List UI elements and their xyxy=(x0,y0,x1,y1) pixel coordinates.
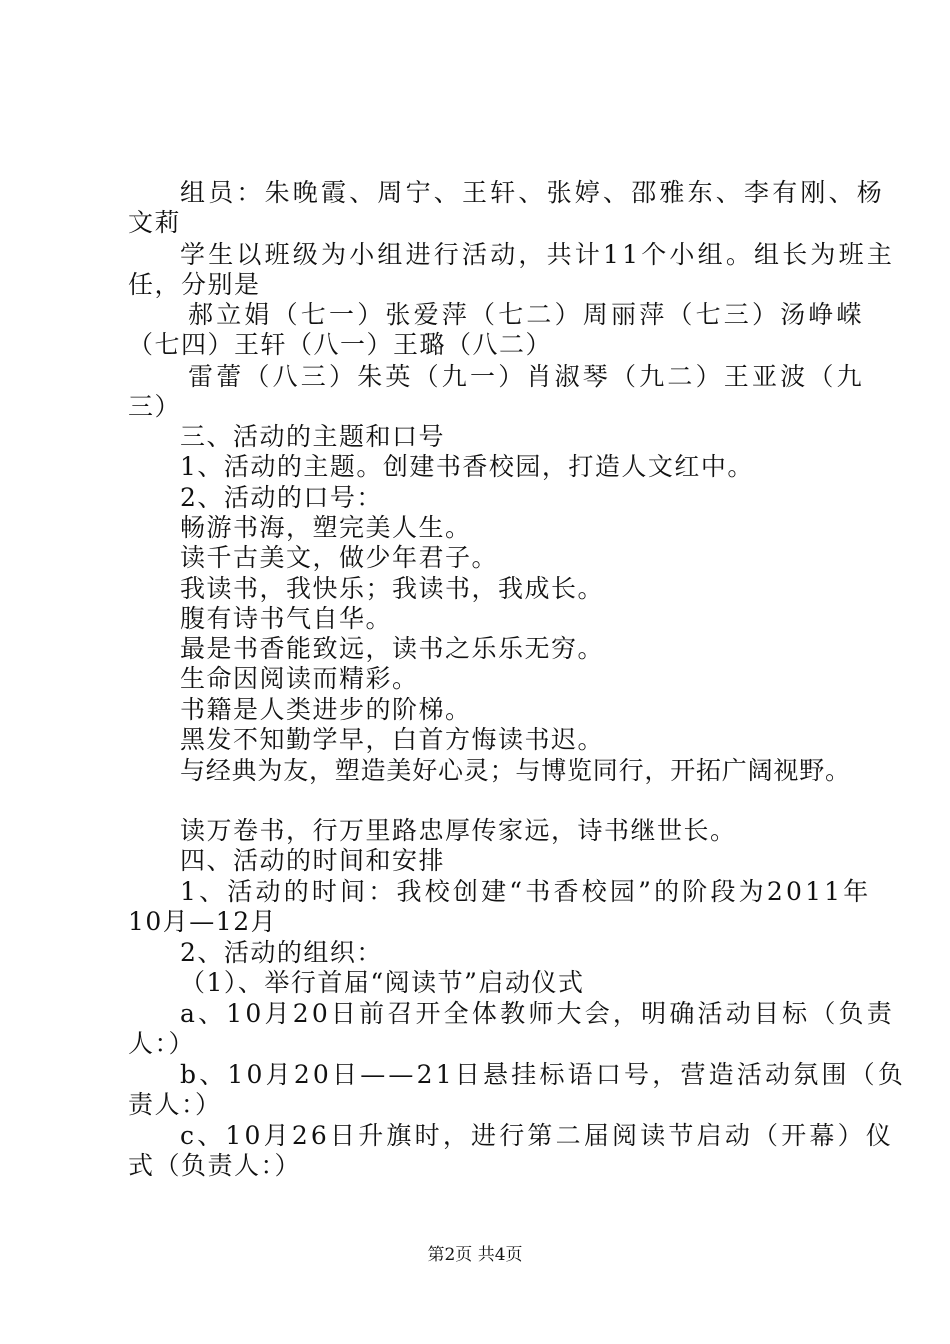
text-line: 1、活动的主题。创建书香校园，打造人文红中。 xyxy=(180,452,754,481)
slogan-line: 畅游书海，塑完美人生。 xyxy=(180,513,472,542)
text-line: b、10月20日——21日悬挂标语口号，营造活动氛围（负 xyxy=(180,1060,907,1089)
section-heading: 四、活动的时间和安排 xyxy=(180,846,446,875)
section-heading: 三、活动的主题和口号 xyxy=(180,422,446,451)
slogan-line: 黑发不知勤学早，白首方悔读书迟。 xyxy=(180,725,605,754)
text-line: （七四）王轩（八一）王璐（八二） xyxy=(128,330,553,359)
slogan-line: 我读书，我快乐；我读书，我成长。 xyxy=(180,574,605,603)
text-line: 雷蕾（八三）朱英（九一）肖淑琴（九二）王亚波（九 xyxy=(188,362,865,391)
text-line: 文莉 xyxy=(128,208,182,237)
slogan-line: 生命因阅读而精彩。 xyxy=(180,664,419,693)
slogan-line: 书籍是人类进步的阶梯。 xyxy=(180,695,472,724)
page-footer: 第2页 共4页 xyxy=(427,1245,523,1265)
slogan-line: 腹有诗书气自华。 xyxy=(180,604,393,633)
text-line: a、10月20日前召开全体教师大会，明确活动目标（负责 xyxy=(180,999,895,1028)
text-line: 学生以班级为小组进行活动，共计11个小组。组长为班主 xyxy=(180,240,896,269)
text-line: （1）、举行首届“阅读节”启动仪式 xyxy=(180,968,585,997)
text-line: 任，分别是 xyxy=(128,270,261,299)
text-line: 10月—12月 xyxy=(128,907,278,936)
text-line: 2、活动的组织： xyxy=(180,938,383,967)
text-line: 1、活动的时间：我校创建“书香校园”的阶段为2011年 xyxy=(180,877,872,906)
slogan-line: 读万卷书，行万里路忠厚传家远，诗书继世长。 xyxy=(180,816,737,845)
text-line: 2、活动的口号： xyxy=(180,483,383,512)
text-line: 责人：） xyxy=(128,1090,222,1119)
slogan-line: 与经典为友，塑造美好心灵；与博览同行，开拓广阔视野。 xyxy=(180,756,851,785)
text-line: 式（负责人：） xyxy=(128,1151,302,1180)
text-line: 人：） xyxy=(128,1029,196,1058)
text-line: 郝立娟（七一）张爱萍（七二）周丽萍（七三）汤峥嵘 xyxy=(188,300,865,329)
slogan-line: 读千古美文，做少年君子。 xyxy=(180,543,499,572)
slogan-line: 最是书香能致远，读书之乐乐无穷。 xyxy=(180,634,605,663)
text-line: c、10月26日升旗时，进行第二届阅读节启动（开幕）仪 xyxy=(180,1121,895,1150)
text-line: 三） xyxy=(128,392,182,421)
text-line: 组员：朱晚霞、周宁、王轩、张婷、邵雅东、李有刚、杨 xyxy=(180,178,886,207)
